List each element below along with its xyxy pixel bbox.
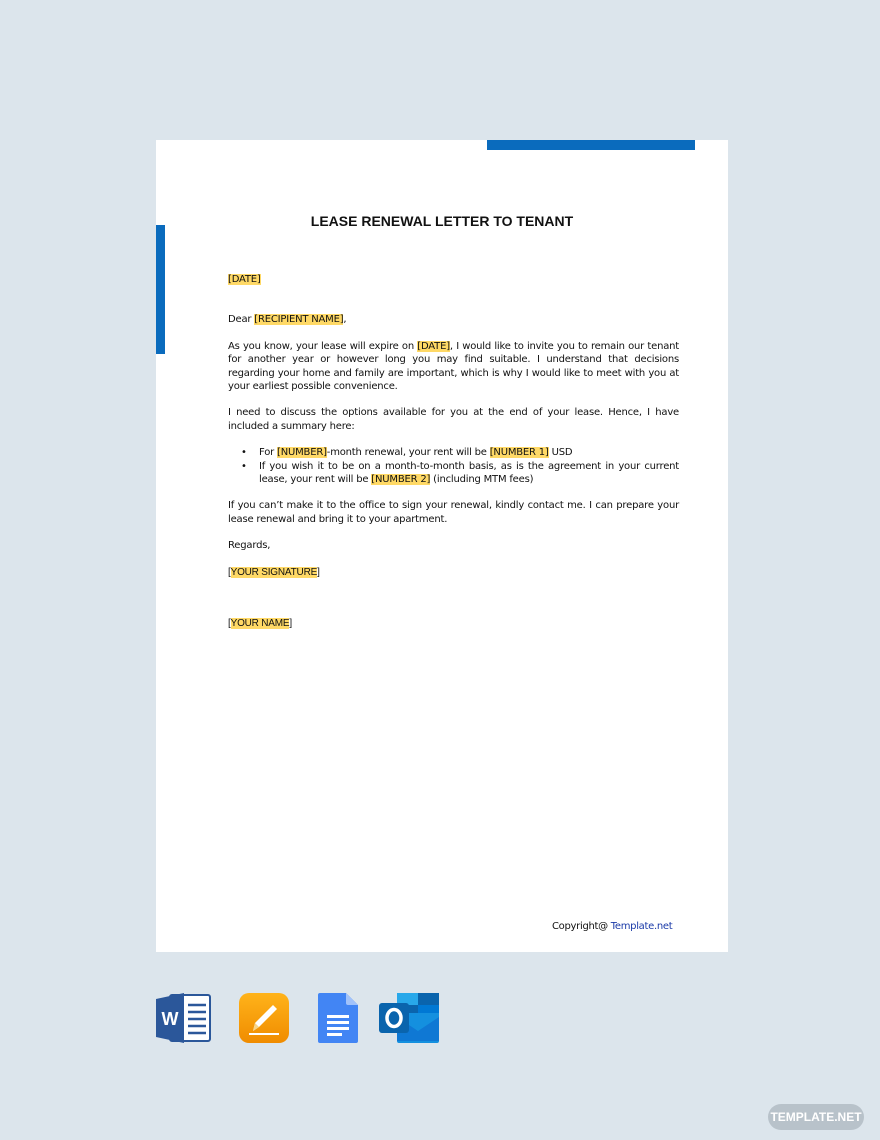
signature-placeholder: YOUR SIGNATURE: [230, 566, 318, 578]
left-accent-bar: [156, 225, 165, 354]
google-docs-icon[interactable]: [318, 993, 358, 1048]
options-list: [228, 446, 679, 486]
copyright-text: Copyright@ Template.net: [552, 921, 673, 932]
paragraph-3: If you can’t make it to the office to sign your renewal, kindly contact me. I can prepare your lease renewal and bring it to your apartment.: [228, 500, 679, 525]
closing: Regards,: [228, 540, 271, 552]
list-item: • For [NUMBER]-month renewal, your rent will be [NUMBER 1] USD: [259, 446, 679, 459]
name-placeholder: YOUR NAME: [230, 618, 290, 630]
list-item: • If you wish it to be on a month-to-month basis, as is the agreement in your current lease, your rent will be [NUMBER 2] (including MTM fees): [259, 460, 679, 487]
document-page: [156, 140, 728, 952]
signature-line: [YOUR SIGNATURE]: [228, 566, 320, 578]
paragraph-1: As you know, your lease will expire on [DATE], I would like to invite you to remain our tenant for another year or however long you may find suitable. I understand that decisions regarding your home and family are important, which is why I would like to meet with you at your earliest possible convenience.: [228, 340, 679, 393]
name-line: [YOUR NAME]: [228, 618, 292, 630]
recipient-placeholder: [RECIPIENT NAME]: [254, 314, 344, 326]
template-net-link[interactable]: Template.net: [610, 921, 673, 932]
date-line: [228, 273, 679, 286]
word-icon[interactable]: [156, 993, 212, 1048]
pages-icon[interactable]: [239, 993, 289, 1048]
date-placeholder: [DATE]: [228, 274, 261, 285]
expiry-date-placeholder: [DATE]: [417, 340, 450, 352]
document-title: LEASE RENEWAL LETTER TO TENANT: [310, 213, 574, 229]
number-placeholder: [NUMBER]: [277, 447, 327, 459]
top-accent-bar: [487, 140, 695, 150]
svg-text:W: W: [161, 1009, 179, 1029]
letter-body: [228, 273, 679, 631]
outlook-icon[interactable]: [379, 993, 439, 1048]
salutation: Dear [RECIPIENT NAME],: [228, 314, 347, 326]
template-net-watermark: TEMPLATE.NET: [768, 1104, 864, 1130]
number-1-placeholder: [NUMBER 1]: [489, 447, 549, 459]
paragraph-2: I need to discuss the options available for you at the end of your lease. Hence, I have included a summary here:: [228, 407, 679, 432]
number-2-placeholder: [NUMBER 2]: [371, 474, 431, 486]
